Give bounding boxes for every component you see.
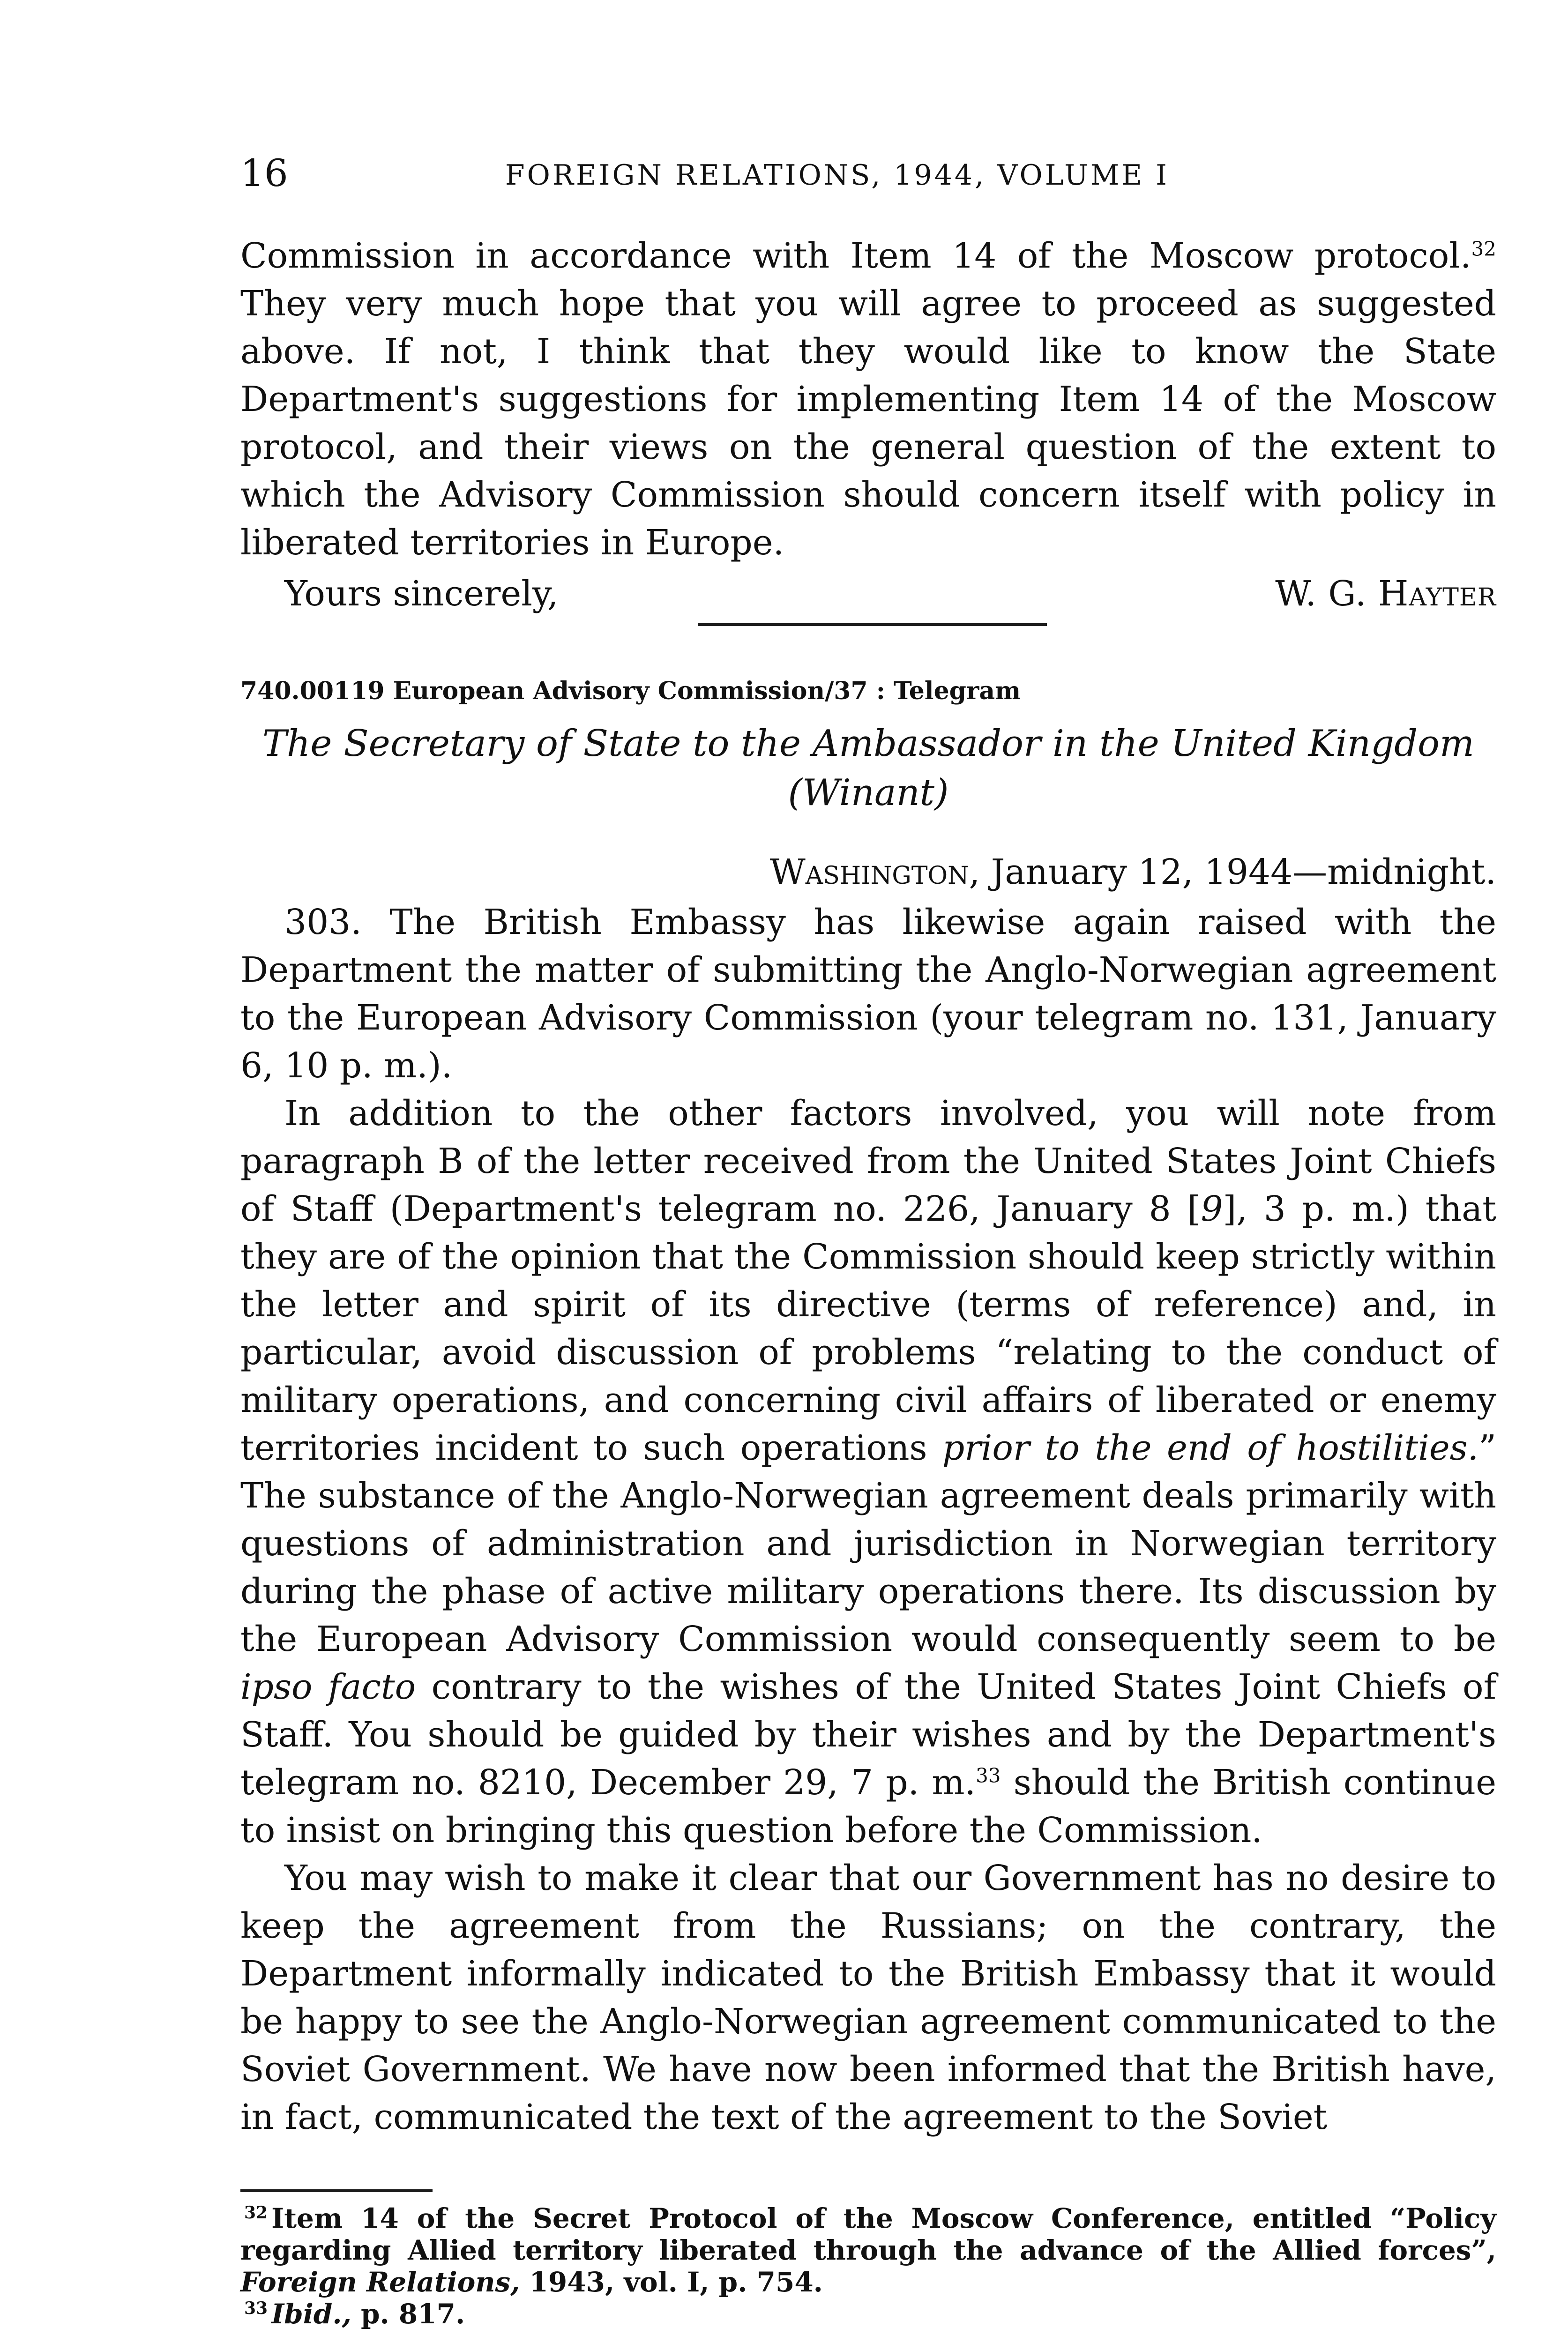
dateline — [240, 848, 1496, 896]
p2-text-c: ” The substance of the Anglo-Norwegian agreement deals primarily with questions of administration and jurisdiction in Norwegian territory during the phase of active military operations there. Its discussion by the European Advisory Commission would consequently seem to be — [240, 1428, 1497, 1659]
page-number: 16 — [240, 151, 288, 195]
footnotes — [240, 2202, 1496, 2330]
letter-paragraph — [240, 232, 1496, 567]
footnote-32-marker: 32 — [244, 2202, 268, 2223]
p2-text-e: should the British continue to insist on bringing this question before the Commission. — [240, 1762, 1496, 1851]
footnote-33-tail: p. 817. — [351, 2298, 465, 2330]
running-header — [240, 150, 1496, 201]
footnote-33-italic: Ibid., — [271, 2298, 351, 2330]
footnote-32-italic: Foreign Relations, — [240, 2266, 520, 2298]
dateline-place: Washington — [769, 852, 969, 892]
telegram-paragraph-1: 303. The British Embassy has likewise again raised with the Department the matter of submitting the Anglo-Norwegian agreement to the European Advisory Commission (your telegram no. 131, January 6, 10 p. m.). — [240, 902, 1496, 1086]
footnote-32-tail: 1943, vol. I, p. 754. — [520, 2266, 823, 2298]
letter-closing-line — [240, 570, 1496, 621]
document-title-line-2: (Winant) — [788, 772, 949, 814]
letter-signature: W. G. Hayter — [1275, 574, 1496, 614]
footnote-33 — [240, 2298, 1496, 2330]
footnote-32 — [240, 2202, 1496, 2298]
letter-closing: Yours sincerely, — [284, 574, 559, 614]
letter-body — [240, 232, 1496, 567]
p2-italic-phrase-2: ipso facto — [240, 1667, 416, 1707]
letter-text: Commission in accordance with Item 14 of the Moscow protocol. — [240, 236, 1471, 276]
footnote-32-text: Item 14 of the Secret Protocol of the Moscow Conference, entitled “Policy regarding Allied territory liberated through the advance of the Allied forces”, — [240, 2202, 1496, 2266]
p2-text-b: ], 3 p. m.) that they are of the opinion that the Commission should keep strictly within the letter and spirit of its directive (terms of reference) and, in particular, avoid discussion of problems “relating to the conduct of military operations, and concerning civil affairs of liberated or enemy territories incident to such operations — [240, 1189, 1496, 1468]
telegram-body — [240, 898, 1496, 2141]
telegram-paragraph-3: You may wish to make it clear that our Government has no desire to keep the agreement from the Russians; on the contrary, the Department informally indicated to the British Embassy that it would be happy to see the Anglo-Norwegian agreement communicated to the Soviet Government. We have now been informed that the British have, in fact, communicated the text of the agreement to the Soviet — [240, 1858, 1496, 2137]
letter-text-continued: They very much hope that you will agree to proceed as suggested above. If not, I think that they would like to know the State Department's suggestions for implementing Item 14 of the Moscow protocol, and their views on the general question of the extent to which the Advisory Commission should concern itself with policy in liberated territories in Europe. — [240, 284, 1496, 563]
running-title: FOREIGN RELATIONS, 1944, VOLUME I — [505, 159, 1169, 192]
section-divider — [698, 623, 1047, 626]
dateline-date: , January 12, 1944—midnight. — [969, 852, 1496, 892]
footnote-divider — [240, 2189, 433, 2192]
footnote-ref-33: 33 — [976, 1764, 1001, 1787]
document-title — [240, 719, 1496, 818]
telegram-paragraph-2 — [240, 1089, 1496, 1854]
p2-text-a: In addition to the other factors involved, you will note from paragraph B of the letter received from the United States Joint Chiefs of Staff (Department's telegram no. 226, January 8 [ — [240, 1093, 1496, 1229]
footnote-ref-32: 32 — [1471, 237, 1496, 261]
p2-italic-phrase: prior to the end of hostilities. — [942, 1428, 1479, 1468]
p2-bracket-value: 9 — [1201, 1189, 1223, 1229]
file-reference: 740.00119 European Advisory Commission/37 : Telegram — [240, 677, 1021, 705]
document-title-line-1: The Secretary of State to the Ambassador in the United Kingdom — [262, 723, 1474, 765]
p2-text-d: contrary to the wishes of the United States Joint Chiefs of Staff. You should be guided by their wishes and by the Department's telegram no. 8210, December 29, 7 p. m. — [240, 1667, 1496, 1803]
footnote-33-marker: 33 — [244, 2298, 268, 2318]
